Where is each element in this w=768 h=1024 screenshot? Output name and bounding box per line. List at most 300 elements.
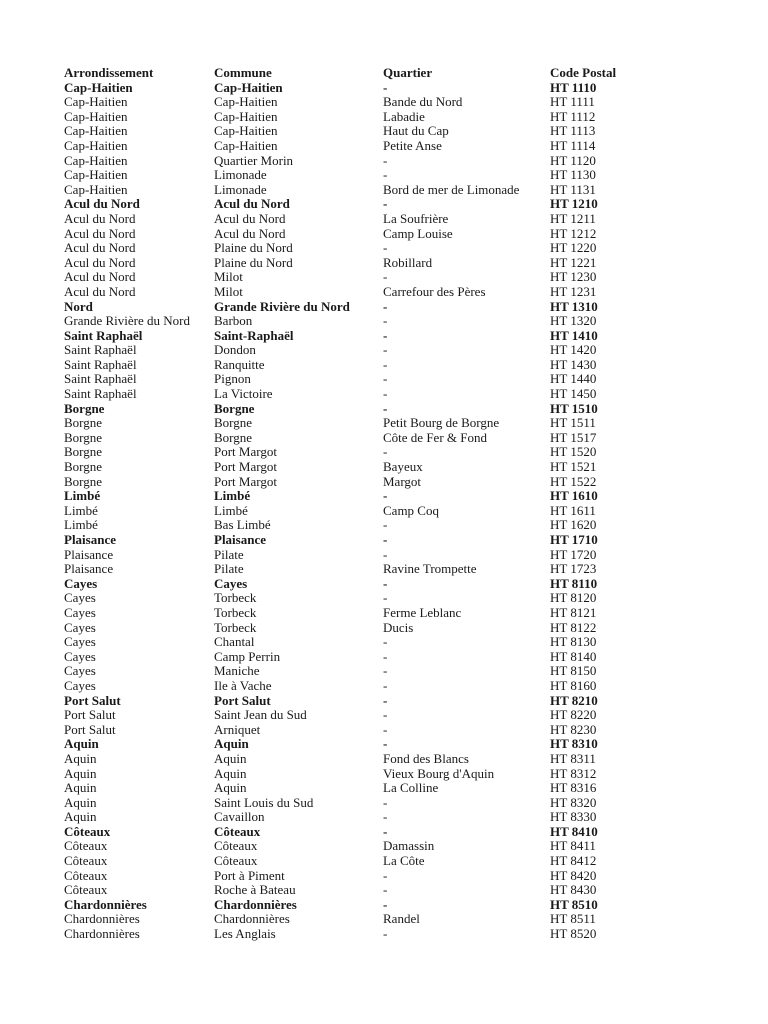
cell-quartier: -: [383, 400, 388, 416]
cell-quartier: Robillard: [383, 254, 433, 270]
cell-quartier: -: [383, 896, 388, 912]
cell-commune: Port à Piment: [214, 867, 285, 883]
table-row: [64, 577, 664, 592]
cell-code-postal: HT 1210: [550, 196, 598, 212]
cell-quartier: -: [383, 240, 388, 256]
table-row: [64, 518, 664, 533]
cell-quartier: La Côte: [383, 853, 425, 869]
cell-quartier: -: [383, 882, 388, 898]
cell-quartier: Vieux Bourg d'Aquin: [383, 765, 495, 781]
table-row: [64, 898, 664, 913]
cell-commune: Pilate: [214, 546, 244, 562]
table-row: [64, 723, 664, 738]
cell-code-postal: HT 1130: [550, 167, 596, 183]
table-row: [64, 154, 664, 169]
table-row: [64, 81, 664, 96]
cell-quartier: La Soufrière: [383, 210, 449, 226]
table-row: [64, 694, 664, 709]
table-row: [64, 285, 664, 300]
cell-commune: Plaisance: [214, 532, 266, 547]
cell-code-postal: HT 1522: [550, 473, 597, 489]
cell-quartier: -: [383, 809, 388, 825]
cell-quartier: Petit Bourg de Borgne: [383, 415, 500, 431]
cell-commune: Barbon: [214, 313, 253, 329]
cell-arrondissement: Limbé: [64, 502, 98, 518]
cell-arrondissement: Côteaux: [64, 867, 108, 883]
cell-arrondissement: Port Salut: [64, 692, 121, 708]
cell-arrondissement: Aquin: [64, 765, 97, 781]
cell-code-postal: HT 1211: [550, 210, 596, 226]
cell-quartier: -: [383, 386, 388, 402]
table-row: [64, 737, 664, 752]
table-row: [64, 183, 664, 198]
cell-quartier: -: [383, 356, 388, 372]
cell-code-postal: HT 1511: [550, 415, 596, 431]
cell-arrondissement: Nord: [64, 298, 93, 314]
cell-commune: Quartier Morin: [214, 152, 294, 168]
cell-commune: Saint Louis du Sud: [214, 794, 314, 810]
cell-arrondissement: Cap-Haitien: [64, 167, 128, 183]
cell-arrondissement: Acul du Nord: [64, 210, 136, 226]
cell-quartier: Labadie: [383, 108, 425, 124]
cell-arrondissement: Cayes: [64, 648, 96, 664]
cell-commune: Les Anglais: [214, 926, 276, 942]
cell-quartier: Haut du Cap: [383, 123, 449, 139]
cell-arrondissement: Borgne: [64, 444, 103, 460]
cell-quartier: -: [383, 736, 388, 752]
cell-code-postal: HT 8411: [550, 838, 596, 854]
cell-code-postal: HT 1710: [550, 532, 598, 547]
cell-arrondissement: Aquin: [64, 794, 97, 810]
table-row: [64, 883, 664, 898]
cell-quartier: -: [383, 590, 388, 606]
table-row: [64, 402, 664, 417]
cell-quartier: -: [383, 79, 388, 95]
cell-commune: Ranquitte: [214, 356, 265, 372]
cell-commune: Roche à Bateau: [214, 882, 296, 898]
cell-code-postal: HT 1723: [550, 561, 597, 577]
cell-quartier: -: [383, 546, 388, 562]
cell-quartier: -: [383, 342, 388, 358]
cell-arrondissement: Acul du Nord: [64, 225, 136, 241]
cell-quartier: -: [383, 575, 388, 591]
cell-quartier: Petite Anse: [383, 137, 442, 153]
cell-quartier: Bayeux: [383, 459, 423, 475]
cell-code-postal: HT 8210: [550, 692, 598, 708]
cell-commune: Camp Perrin: [214, 648, 281, 664]
table-row: [64, 927, 664, 942]
cell-code-postal: HT 8122: [550, 619, 597, 635]
cell-code-postal: HT 1450: [550, 386, 597, 402]
cell-quartier: -: [383, 269, 388, 285]
cell-commune: Saint Jean du Sud: [214, 707, 307, 723]
cell-quartier: Ferme Leblanc: [383, 604, 462, 620]
cell-quartier: Camp Coq: [383, 502, 439, 518]
cell-commune: Arniquet: [214, 721, 261, 737]
cell-commune: Limbé: [214, 502, 248, 518]
cell-commune: Plaine du Nord: [214, 254, 293, 270]
cell-arrondissement: Cayes: [64, 604, 96, 620]
cell-commune: Torbeck: [214, 619, 257, 635]
cell-commune: Acul du Nord: [214, 210, 286, 226]
cell-arrondissement: Cap-Haitien: [64, 137, 128, 153]
cell-code-postal: HT 1521: [550, 459, 597, 475]
cell-code-postal: HT 8120: [550, 590, 597, 606]
cell-quartier: -: [383, 926, 388, 942]
cell-code-postal: HT 1220: [550, 240, 597, 256]
cell-code-postal: HT 1221: [550, 254, 597, 270]
table-row: [64, 912, 664, 927]
cell-arrondissement: Limbé: [64, 517, 98, 533]
cell-code-postal: HT 1212: [550, 225, 597, 241]
cell-quartier: -: [383, 152, 388, 168]
cell-arrondissement: Limbé: [64, 488, 101, 504]
cell-commune: Cap-Haitien: [214, 94, 278, 110]
cell-quartier: -: [383, 298, 388, 314]
table-row: [64, 197, 664, 212]
table-row: [64, 416, 664, 431]
cell-arrondissement: Plaisance: [64, 561, 114, 577]
table-row: [64, 358, 664, 373]
table-row: [64, 489, 664, 504]
cell-quartier: -: [383, 313, 388, 329]
table-row: [64, 854, 664, 869]
cell-code-postal: HT 1430: [550, 356, 597, 372]
cell-quartier: -: [383, 517, 388, 533]
cell-code-postal: HT 1231: [550, 283, 597, 299]
cell-quartier: Randel: [383, 911, 420, 927]
cell-arrondissement: Chardonnières: [64, 926, 140, 942]
cell-code-postal: HT 1110: [550, 79, 597, 95]
cell-code-postal: HT 8412: [550, 853, 597, 869]
table-row: [64, 431, 664, 446]
cell-commune: Port Margot: [214, 473, 277, 489]
cell-commune: Limonade: [214, 181, 267, 197]
table-row: [64, 562, 664, 577]
cell-code-postal: HT 1610: [550, 488, 598, 504]
table-row: [64, 664, 664, 679]
cell-quartier: -: [383, 634, 388, 650]
cell-code-postal: HT 8312: [550, 765, 597, 781]
cell-quartier: -: [383, 677, 388, 693]
cell-arrondissement: Cap-Haitien: [64, 181, 128, 197]
cell-code-postal: HT 8420: [550, 867, 597, 883]
cell-commune: Cap-Haitien: [214, 123, 278, 139]
cell-code-postal: HT 8160: [550, 677, 597, 693]
cell-arrondissement: Chardonnières: [64, 911, 140, 927]
cell-commune: Aquin: [214, 765, 247, 781]
cell-code-postal: HT 8316: [550, 780, 597, 796]
table-body: [64, 81, 664, 942]
cell-arrondissement: Chardonnières: [64, 896, 147, 912]
cell-quartier: Bord de mer de Limonade: [383, 181, 520, 197]
cell-commune: Limonade: [214, 167, 267, 183]
cell-commune: Limbé: [214, 488, 251, 504]
cell-quartier: -: [383, 327, 388, 343]
cell-commune: La Victoire: [214, 386, 273, 402]
cell-commune: Côteaux: [214, 853, 258, 869]
cell-code-postal: HT 1440: [550, 371, 597, 387]
cell-arrondissement: Acul du Nord: [64, 269, 136, 285]
cell-code-postal: HT 1510: [550, 400, 598, 416]
cell-quartier: -: [383, 823, 388, 839]
cell-quartier: Bande du Nord: [383, 94, 463, 110]
cell-quartier: -: [383, 721, 388, 737]
cell-arrondissement: Saint Raphaël: [64, 386, 137, 402]
table-row: [64, 227, 664, 242]
cell-arrondissement: Aquin: [64, 750, 97, 766]
cell-arrondissement: Acul du Nord: [64, 283, 136, 299]
cell-code-postal: HT 1517: [550, 429, 597, 445]
cell-arrondissement: Borgne: [64, 400, 105, 416]
cell-arrondissement: Cayes: [64, 575, 98, 591]
table-row: [64, 591, 664, 606]
cell-commune: Bas Limbé: [214, 517, 271, 533]
cell-commune: Acul du Nord: [214, 225, 286, 241]
cell-commune: Borgne: [214, 400, 255, 416]
cell-arrondissement: Plaisance: [64, 532, 116, 547]
table-row: [64, 635, 664, 650]
cell-arrondissement: Borgne: [64, 459, 103, 475]
cell-commune: Torbeck: [214, 604, 257, 620]
cell-commune: Pignon: [214, 371, 251, 387]
cell-code-postal: HT 8310: [550, 736, 598, 752]
cell-arrondissement: Côteaux: [64, 853, 108, 869]
cell-commune: Milot: [214, 283, 243, 299]
table-row: [64, 621, 664, 636]
cell-commune: Borgne: [214, 415, 253, 431]
cell-arrondissement: Plaisance: [64, 546, 114, 562]
cell-commune: Côteaux: [214, 838, 258, 854]
cell-code-postal: HT 8230: [550, 721, 597, 737]
table-row: [64, 241, 664, 256]
table-row: [64, 95, 664, 110]
cell-quartier: Côte de Fer & Fond: [383, 429, 487, 445]
cell-quartier: -: [383, 867, 388, 883]
cell-arrondissement: Aquin: [64, 736, 99, 752]
cell-quartier: -: [383, 648, 388, 664]
cell-code-postal: HT 1131: [550, 181, 596, 197]
cell-code-postal: HT 8110: [550, 575, 598, 591]
table-row: [64, 679, 664, 694]
cell-code-postal: HT 1113: [550, 123, 596, 139]
cell-commune: Aquin: [214, 780, 247, 796]
header-code-postal: Code Postal: [550, 65, 617, 80]
cell-arrondissement: Côteaux: [64, 882, 108, 898]
table-row: [64, 460, 664, 475]
cell-arrondissement: Saint Raphaël: [64, 356, 137, 372]
cell-commune: Port Margot: [214, 444, 277, 460]
table-row: [64, 810, 664, 825]
cell-quartier: Fond des Blancs: [383, 750, 469, 766]
table-row: [64, 372, 664, 387]
table-row: [64, 124, 664, 139]
cell-arrondissement: Acul du Nord: [64, 196, 140, 212]
cell-arrondissement: Cayes: [64, 677, 96, 693]
cell-code-postal: HT 1520: [550, 444, 597, 460]
cell-commune: Cap-Haitien: [214, 79, 283, 95]
cell-commune: Dondon: [214, 342, 256, 358]
cell-arrondissement: Acul du Nord: [64, 254, 136, 270]
cell-code-postal: HT 1120: [550, 152, 596, 168]
table-row: [64, 839, 664, 854]
table-row: [64, 475, 664, 490]
cell-code-postal: HT 1620: [550, 517, 597, 533]
table-row: [64, 708, 664, 723]
cell-quartier: Damassin: [383, 838, 435, 854]
table-header-row: [64, 66, 664, 81]
cell-commune: Pilate: [214, 561, 244, 577]
cell-commune: Côteaux: [214, 823, 261, 839]
cell-commune: Chardonnières: [214, 911, 290, 927]
cell-code-postal: HT 1230: [550, 269, 597, 285]
cell-code-postal: HT 8410: [550, 823, 598, 839]
cell-arrondissement: Port Salut: [64, 707, 116, 723]
cell-quartier: -: [383, 444, 388, 460]
cell-quartier: -: [383, 488, 388, 504]
cell-arrondissement: Aquin: [64, 809, 97, 825]
table-row: [64, 781, 664, 796]
cell-arrondissement: Acul du Nord: [64, 240, 136, 256]
cell-arrondissement: Cap-Haitien: [64, 152, 128, 168]
cell-code-postal: HT 1611: [550, 502, 596, 518]
cell-arrondissement: Cap-Haitien: [64, 123, 128, 139]
table-row: [64, 548, 664, 563]
cell-arrondissement: Cap-Haitien: [64, 108, 128, 124]
table-row: [64, 139, 664, 154]
cell-commune: Saint-Raphaël: [214, 327, 294, 343]
cell-commune: Cap-Haitien: [214, 137, 278, 153]
table-row: [64, 212, 664, 227]
postal-code-table: [64, 66, 664, 942]
table-row: [64, 343, 664, 358]
cell-arrondissement: Saint Raphaël: [64, 327, 143, 343]
cell-commune: Borgne: [214, 429, 253, 445]
table-row: [64, 767, 664, 782]
cell-arrondissement: Port Salut: [64, 721, 116, 737]
cell-commune: Cayes: [214, 575, 248, 591]
table-row: [64, 650, 664, 665]
cell-quartier: La Colline: [383, 780, 439, 796]
table-row: [64, 533, 664, 548]
cell-commune: Aquin: [214, 750, 247, 766]
cell-arrondissement: Côteaux: [64, 838, 108, 854]
cell-arrondissement: Saint Raphaël: [64, 371, 137, 387]
table-row: [64, 256, 664, 271]
cell-arrondissement: Borgne: [64, 473, 103, 489]
cell-arrondissement: Borgne: [64, 415, 103, 431]
cell-code-postal: HT 8330: [550, 809, 597, 825]
cell-commune: Ile à Vache: [214, 677, 272, 693]
cell-code-postal: HT 8140: [550, 648, 597, 664]
cell-code-postal: HT 1320: [550, 313, 597, 329]
cell-quartier: Camp Louise: [383, 225, 453, 241]
cell-code-postal: HT 8430: [550, 882, 597, 898]
cell-code-postal: HT 1420: [550, 342, 597, 358]
cell-commune: Port Margot: [214, 459, 277, 475]
table-row: [64, 606, 664, 621]
cell-arrondissement: Cayes: [64, 634, 96, 650]
cell-commune: Maniche: [214, 663, 260, 679]
cell-arrondissement: Cayes: [64, 590, 96, 606]
cell-quartier: Ravine Trompette: [383, 561, 477, 577]
table-row: [64, 110, 664, 125]
cell-arrondissement: Côteaux: [64, 823, 111, 839]
cell-quartier: -: [383, 196, 388, 212]
cell-quartier: Carrefour des Pères: [383, 283, 486, 299]
cell-arrondissement: Aquin: [64, 780, 97, 796]
cell-commune: Torbeck: [214, 590, 257, 606]
cell-quartier: -: [383, 532, 388, 547]
cell-code-postal: HT 8150: [550, 663, 597, 679]
cell-quartier: -: [383, 663, 388, 679]
table-row: [64, 825, 664, 840]
table-row: [64, 796, 664, 811]
cell-code-postal: HT 1310: [550, 298, 598, 314]
cell-quartier: Ducis: [383, 619, 414, 635]
cell-code-postal: HT 8511: [550, 911, 596, 927]
cell-arrondissement: Cap-Haitien: [64, 79, 133, 95]
cell-quartier: -: [383, 692, 388, 708]
cell-code-postal: HT 1111: [550, 94, 595, 110]
header-arrondissement: Arrondissement: [64, 65, 154, 80]
cell-code-postal: HT 1720: [550, 546, 597, 562]
table-row: [64, 445, 664, 460]
table-row: [64, 869, 664, 884]
cell-code-postal: HT 8220: [550, 707, 597, 723]
table-row: [64, 752, 664, 767]
cell-arrondissement: Cayes: [64, 619, 96, 635]
table-row: [64, 270, 664, 285]
cell-commune: Grande Rivière du Nord: [214, 298, 350, 314]
cell-code-postal: HT 8520: [550, 926, 597, 942]
table-row: [64, 168, 664, 183]
cell-quartier: Margot: [383, 473, 422, 489]
table-row: [64, 504, 664, 519]
cell-arrondissement: Cayes: [64, 663, 96, 679]
cell-quartier: -: [383, 794, 388, 810]
cell-commune: Chardonnières: [214, 896, 297, 912]
cell-quartier: -: [383, 371, 388, 387]
cell-commune: Plaine du Nord: [214, 240, 293, 256]
cell-code-postal: HT 8311: [550, 750, 596, 766]
cell-commune: Chantal: [214, 634, 255, 650]
cell-code-postal: HT 8121: [550, 604, 597, 620]
cell-arrondissement: Borgne: [64, 429, 103, 445]
cell-code-postal: HT 1114: [550, 137, 596, 153]
cell-commune: Port Salut: [214, 692, 271, 708]
cell-code-postal: HT 8320: [550, 794, 597, 810]
cell-code-postal: HT 1410: [550, 327, 598, 343]
cell-commune: Acul du Nord: [214, 196, 290, 212]
cell-code-postal: HT 8510: [550, 896, 598, 912]
cell-commune: Milot: [214, 269, 243, 285]
cell-arrondissement: Cap-Haitien: [64, 94, 128, 110]
cell-arrondissement: Saint Raphaël: [64, 342, 137, 358]
cell-quartier: -: [383, 167, 388, 183]
cell-code-postal: HT 8130: [550, 634, 597, 650]
cell-code-postal: HT 1112: [550, 108, 596, 124]
header-quartier: Quartier: [383, 65, 433, 80]
header-commune: Commune: [214, 65, 272, 80]
table-row: [64, 314, 664, 329]
cell-quartier: -: [383, 707, 388, 723]
cell-arrondissement: Grande Rivière du Nord: [64, 313, 190, 329]
table-row: [64, 329, 664, 344]
cell-commune: Aquin: [214, 736, 249, 752]
document-page: [64, 66, 724, 942]
cell-commune: Cavaillon: [214, 809, 265, 825]
